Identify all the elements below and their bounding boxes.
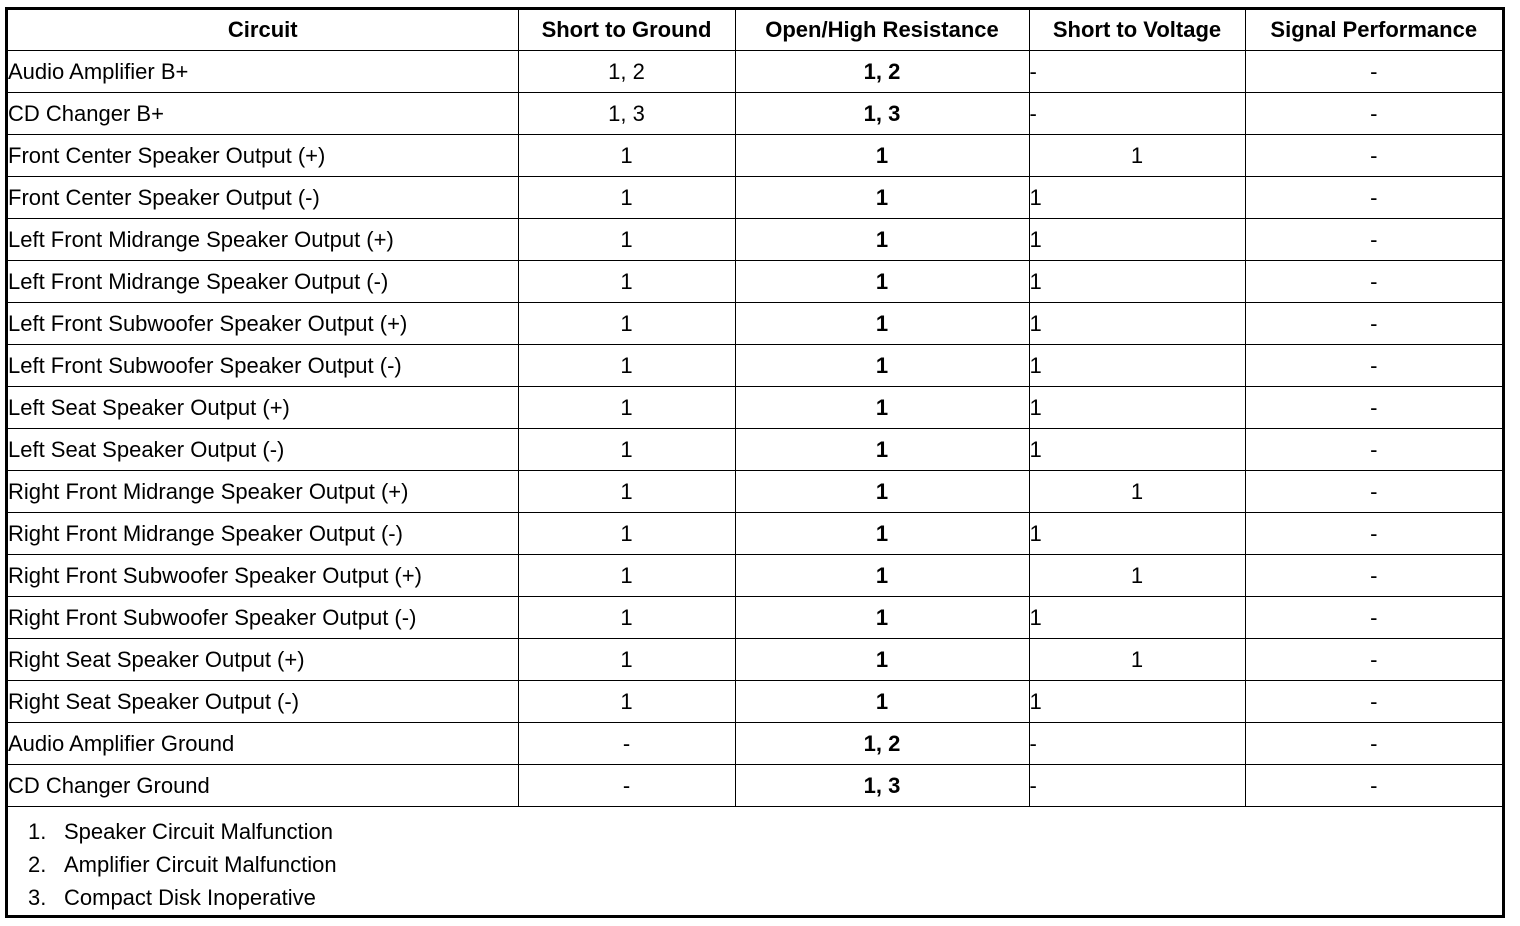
cell-circuit: Left Seat Speaker Output (+) [8,387,518,429]
cell-signal-performance: - [1245,177,1502,219]
cell-open-high-resistance: 1 [735,345,1029,387]
table-row [8,597,1502,639]
cell-short-to-voltage: 1 [1029,135,1245,177]
table-row [8,177,1502,219]
table-row [8,555,1502,597]
table-row [8,681,1502,723]
circuit-diagnostic-table [8,10,1502,807]
table-row [8,93,1502,135]
cell-circuit: Right Front Subwoofer Speaker Output (-) [8,597,518,639]
cell-short-to-ground: 1 [518,303,735,345]
cell-short-to-ground: 1 [518,639,735,681]
cell-short-to-voltage: 1 [1029,597,1245,639]
table-row [8,765,1502,807]
cell-circuit: Right Front Midrange Speaker Output (-) [8,513,518,555]
cell-short-to-ground: 1 [518,261,735,303]
cell-open-high-resistance: 1 [735,555,1029,597]
cell-short-to-ground: 1 [518,387,735,429]
cell-signal-performance: - [1245,597,1502,639]
cell-circuit: Left Front Subwoofer Speaker Output (+) [8,303,518,345]
cell-circuit: Right Front Midrange Speaker Output (+) [8,471,518,513]
cell-circuit: Right Front Subwoofer Speaker Output (+) [8,555,518,597]
cell-short-to-voltage: - [1029,51,1245,93]
cell-short-to-voltage: 1 [1029,261,1245,303]
cell-short-to-voltage: 1 [1029,303,1245,345]
table-row [8,639,1502,681]
notes-list [8,807,1502,914]
table-body [8,51,1502,807]
cell-short-to-ground: 1 [518,429,735,471]
table-row [8,471,1502,513]
cell-short-to-voltage: 1 [1029,429,1245,471]
cell-open-high-resistance: 1 [735,471,1029,513]
cell-signal-performance: - [1245,93,1502,135]
cell-short-to-voltage: - [1029,93,1245,135]
cell-signal-performance: - [1245,513,1502,555]
cell-circuit: Audio Amplifier B+ [8,51,518,93]
cell-short-to-voltage: 1 [1029,471,1245,513]
cell-circuit: Left Front Midrange Speaker Output (+) [8,219,518,261]
cell-circuit: Left Seat Speaker Output (-) [8,429,518,471]
cell-signal-performance: - [1245,639,1502,681]
cell-short-to-ground: 1 [518,681,735,723]
cell-circuit: CD Changer B+ [8,93,518,135]
note-item [28,881,1502,914]
cell-short-to-ground: 1 [518,219,735,261]
note-number: 3. [28,885,47,910]
cell-open-high-resistance: 1 [735,135,1029,177]
cell-short-to-voltage: 1 [1029,681,1245,723]
table-row [8,429,1502,471]
cell-short-to-ground: 1 [518,555,735,597]
cell-short-to-ground: 1 [518,135,735,177]
cell-signal-performance: - [1245,219,1502,261]
cell-signal-performance: - [1245,429,1502,471]
cell-open-high-resistance: 1 [735,429,1029,471]
cell-open-high-resistance: 1 [735,597,1029,639]
note-number: 1. [28,819,47,844]
cell-short-to-voltage: - [1029,765,1245,807]
cell-circuit: Audio Amplifier Ground [8,723,518,765]
cell-open-high-resistance: 1 [735,219,1029,261]
table-row [8,387,1502,429]
cell-circuit: Front Center Speaker Output (-) [8,177,518,219]
cell-short-to-voltage: 1 [1029,513,1245,555]
cell-signal-performance: - [1245,51,1502,93]
diagnostic-table-frame [5,7,1505,918]
cell-short-to-ground: 1 [518,513,735,555]
cell-signal-performance: - [1245,723,1502,765]
header-circuit: Circuit [8,10,518,51]
cell-signal-performance: - [1245,765,1502,807]
cell-short-to-voltage: 1 [1029,345,1245,387]
cell-signal-performance: - [1245,261,1502,303]
cell-short-to-ground: 1 [518,471,735,513]
header-signal-performance: Signal Performance [1245,10,1502,51]
cell-short-to-ground: - [518,765,735,807]
note-item [28,848,1502,881]
cell-open-high-resistance: 1, 3 [735,765,1029,807]
table-row [8,513,1502,555]
cell-open-high-resistance: 1 [735,513,1029,555]
note-text: Compact Disk Inoperative [64,885,316,910]
cell-short-to-voltage: 1 [1029,219,1245,261]
cell-short-to-ground: - [518,723,735,765]
table-row [8,261,1502,303]
cell-short-to-voltage: 1 [1029,555,1245,597]
cell-open-high-resistance: 1 [735,387,1029,429]
cell-open-high-resistance: 1 [735,303,1029,345]
note-number: 2. [28,852,47,877]
header-short-to-ground: Short to Ground [518,10,735,51]
cell-circuit: Left Front Subwoofer Speaker Output (-) [8,345,518,387]
cell-short-to-voltage: - [1029,723,1245,765]
note-text: Amplifier Circuit Malfunction [64,852,337,877]
cell-open-high-resistance: 1, 3 [735,93,1029,135]
note-item [28,815,1502,848]
cell-short-to-voltage: 1 [1029,387,1245,429]
cell-open-high-resistance: 1 [735,261,1029,303]
cell-circuit: Left Front Midrange Speaker Output (-) [8,261,518,303]
table-row [8,723,1502,765]
cell-open-high-resistance: 1 [735,639,1029,681]
table-row [8,219,1502,261]
table-row [8,135,1502,177]
cell-short-to-ground: 1, 2 [518,51,735,93]
cell-open-high-resistance: 1 [735,681,1029,723]
cell-circuit: Right Seat Speaker Output (+) [8,639,518,681]
header-row [8,10,1502,51]
cell-signal-performance: - [1245,681,1502,723]
note-text: Speaker Circuit Malfunction [64,819,334,844]
cell-short-to-voltage: 1 [1029,177,1245,219]
cell-open-high-resistance: 1, 2 [735,723,1029,765]
table-row [8,303,1502,345]
cell-short-to-ground: 1 [518,345,735,387]
cell-signal-performance: - [1245,471,1502,513]
cell-short-to-ground: 1 [518,177,735,219]
cell-short-to-ground: 1 [518,597,735,639]
table-row [8,51,1502,93]
cell-signal-performance: - [1245,387,1502,429]
header-open-high-resistance: Open/High Resistance [735,10,1029,51]
cell-circuit: Front Center Speaker Output (+) [8,135,518,177]
cell-open-high-resistance: 1 [735,177,1029,219]
cell-signal-performance: - [1245,303,1502,345]
cell-short-to-ground: 1, 3 [518,93,735,135]
header-short-to-voltage: Short to Voltage [1029,10,1245,51]
cell-circuit: Right Seat Speaker Output (-) [8,681,518,723]
cell-signal-performance: - [1245,135,1502,177]
cell-signal-performance: - [1245,555,1502,597]
table-row [8,345,1502,387]
cell-circuit: CD Changer Ground [8,765,518,807]
cell-open-high-resistance: 1, 2 [735,51,1029,93]
cell-short-to-voltage: 1 [1029,639,1245,681]
cell-signal-performance: - [1245,345,1502,387]
